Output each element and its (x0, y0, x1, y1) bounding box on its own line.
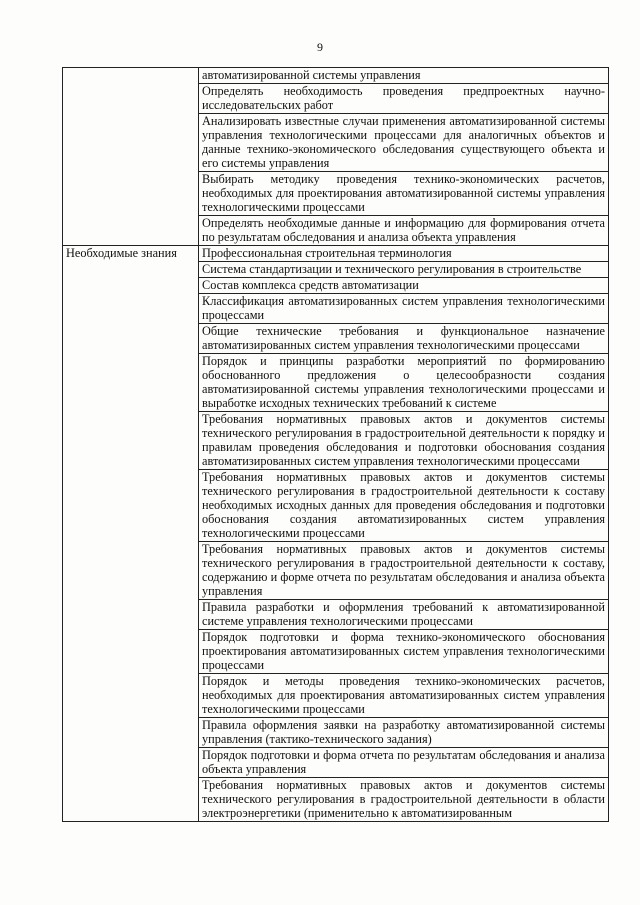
row-label (63, 354, 199, 412)
row-text: Порядок подготовки и форма технико-экономического обоснования проектирования автоматизированных систем управления технологическими процессами (199, 630, 609, 674)
row-label (63, 172, 199, 216)
row-label (63, 748, 199, 778)
row-text: Определять необходимость проведения предпроектных научно-исследовательских работ (199, 84, 609, 114)
row-label (63, 470, 199, 542)
row-text: Правила разработки и оформления требований к автоматизированной системе управления технологическими процессами (199, 600, 609, 630)
competency-table (62, 67, 609, 822)
table-row (63, 216, 609, 246)
row-text: Состав комплекса средств автоматизации (199, 278, 609, 294)
row-label (63, 216, 199, 246)
row-text: Порядок и методы проведения технико-экономических расчетов, необходимых для проектирования автоматизированных систем управления технологическими процессами (199, 674, 609, 718)
row-text: Определять необходимые данные и информацию для формирования отчета по результатам обследования и анализа объекта управления (199, 216, 609, 246)
row-text: Порядок и принципы разработки мероприятий по формированию обоснованного предложения о целесообразности создания автоматизированной системы управления технологическими процессами и выработке исходных технических требований к системе (199, 354, 609, 412)
row-text: Порядок подготовки и форма отчета по результатам обследования и анализа объекта управления (199, 748, 609, 778)
row-label (63, 412, 199, 470)
row-label (63, 778, 199, 822)
row-label (63, 68, 199, 84)
table-row (63, 470, 609, 542)
page-number: 9 (317, 40, 323, 54)
row-text: Правила оформления заявки на разработку автоматизированной системы управления (тактико-технического задания) (199, 718, 609, 748)
table-row (63, 630, 609, 674)
row-label (63, 114, 199, 172)
row-text: Профессиональная строительная терминология (199, 246, 609, 262)
row-text: Анализировать известные случаи применения автоматизированной системы управления технологическими процессами для аналогичных объектов и данные технико-экономического обследования существующего объекта и его системы управления (199, 114, 609, 172)
row-text: Требования нормативных правовых актов и документов системы технического регулирования в градостроительной деятельности в области электроэнергетики (применительно к автоматизированным (199, 778, 609, 822)
table-row (63, 278, 609, 294)
table-row (63, 674, 609, 718)
row-label (63, 262, 199, 278)
row-label (63, 542, 199, 600)
row-label: Необходимые знания (63, 246, 199, 262)
table-row (63, 354, 609, 412)
table-row (63, 172, 609, 216)
table-row (63, 778, 609, 822)
table-row (63, 84, 609, 114)
table-row (63, 324, 609, 354)
table-row (63, 114, 609, 172)
row-text: Требования нормативных правовых актов и документов системы технического регулирования в градостроительной деятельности к составу, содержанию и форме отчета по результатам обследования и анализа объекта управления (199, 542, 609, 600)
row-label (63, 294, 199, 324)
table-row (63, 412, 609, 470)
table-row (63, 600, 609, 630)
row-label (63, 324, 199, 354)
table-row (63, 748, 609, 778)
table-body (63, 68, 609, 822)
table-row (63, 262, 609, 278)
row-text: автоматизированной системы управления (199, 68, 609, 84)
table-row (63, 68, 609, 84)
row-text: Классификация автоматизированных систем управления технологическими процессами (199, 294, 609, 324)
row-label (63, 278, 199, 294)
row-label (63, 674, 199, 718)
row-label (63, 718, 199, 748)
row-text: Выбирать методику проведения технико-экономических расчетов, необходимых для проектирования автоматизированной системы управления технологическими процессами (199, 172, 609, 216)
table-row (63, 294, 609, 324)
row-label (63, 630, 199, 674)
table-row (63, 246, 609, 262)
row-text: Требования нормативных правовых актов и документов системы технического регулирования в градостроительной деятельности к порядку и правилам проведения обследования и подготовки обоснования создания автоматизированных систем управления технологическими процессами (199, 412, 609, 470)
row-text: Общие технические требования и функциональное назначение автоматизированных систем управления технологическими процессами (199, 324, 609, 354)
table-row (63, 718, 609, 748)
row-text: Требования нормативных правовых актов и документов системы технического регулирования в градостроительной деятельности к составу необходимых исходных данных для проведения обследования и подготовки обоснования создания автоматизированных систем управления технологическими процессами (199, 470, 609, 542)
row-label (63, 84, 199, 114)
table-row (63, 542, 609, 600)
row-label (63, 600, 199, 630)
row-text: Система стандартизации и технического регулирования в строительстве (199, 262, 609, 278)
